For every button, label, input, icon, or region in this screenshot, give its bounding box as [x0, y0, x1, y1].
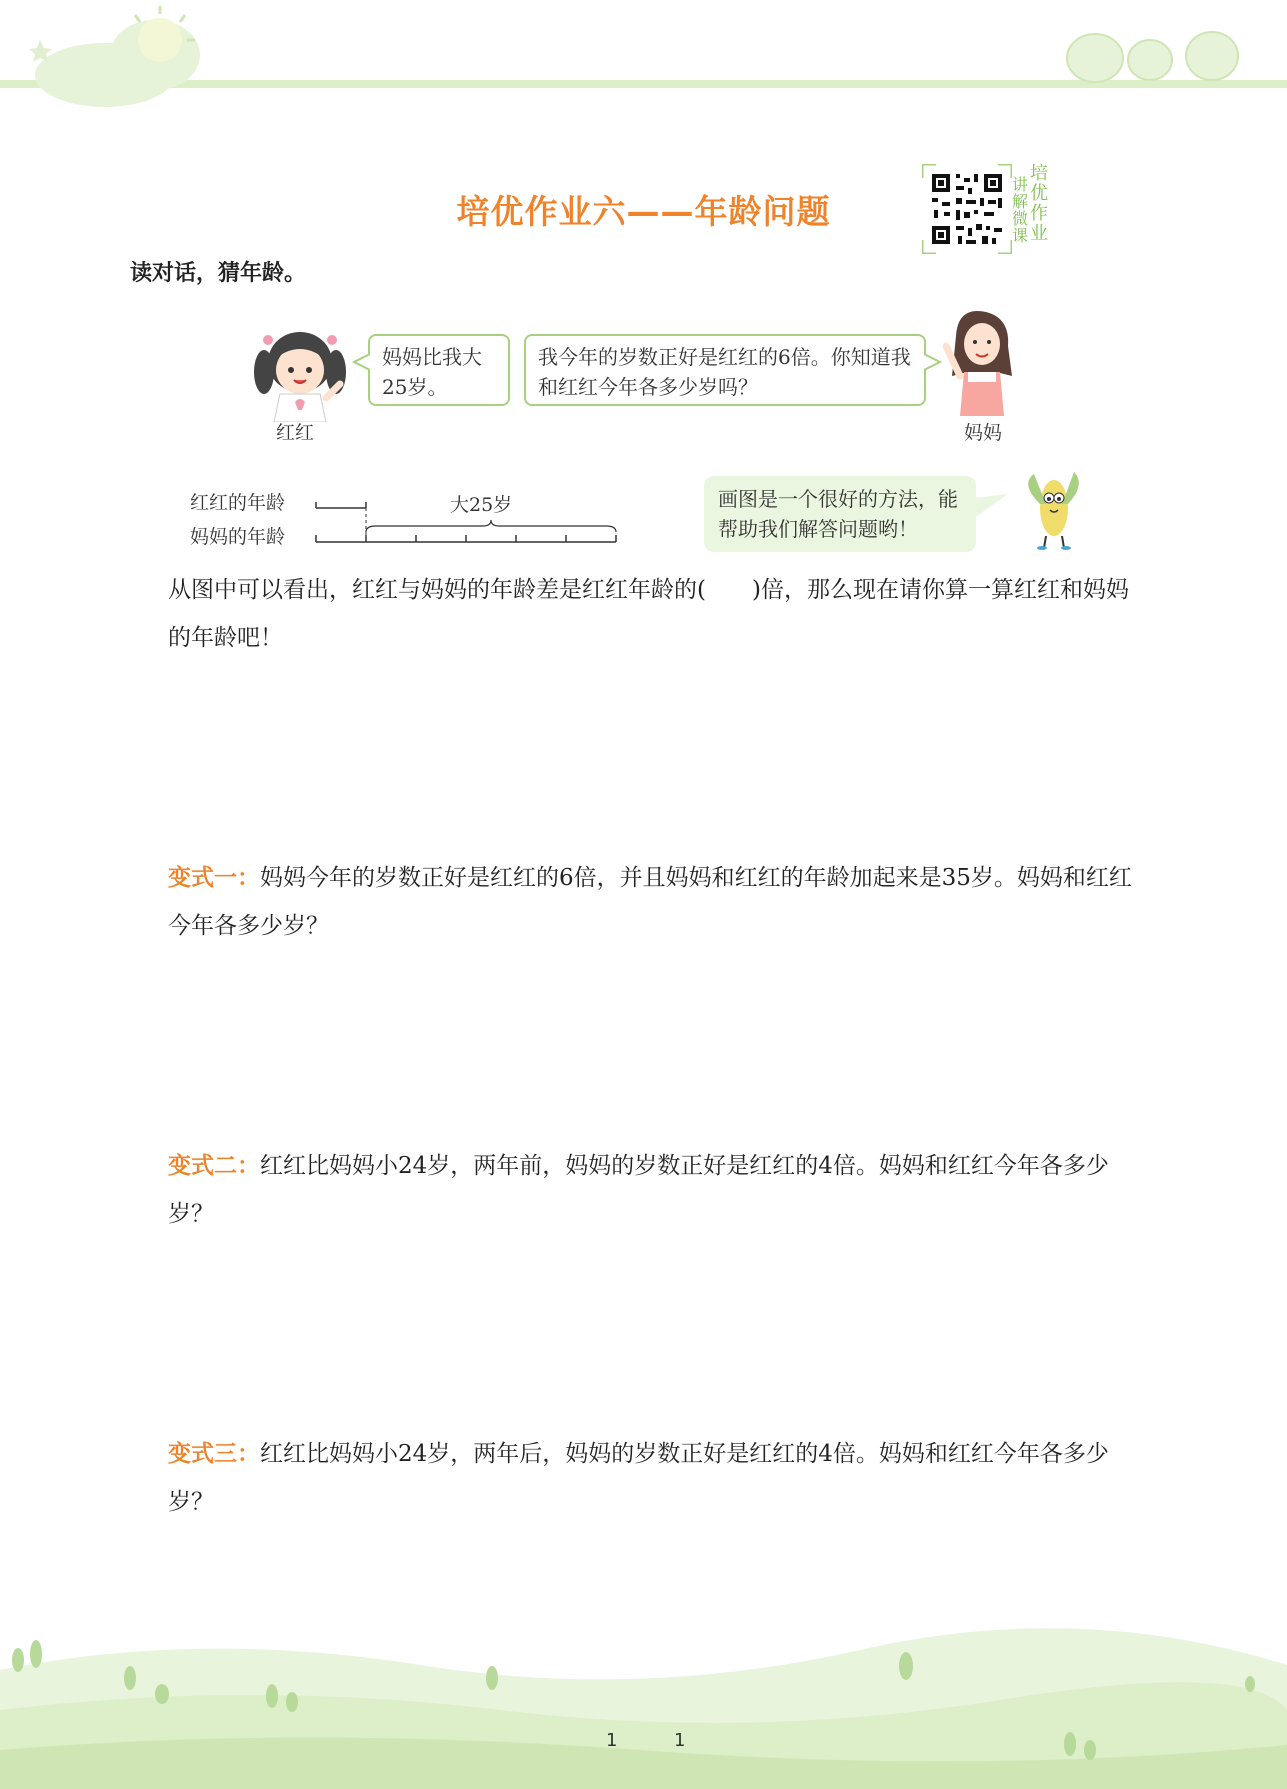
mom-speech-bubble: 我今年的岁数正好是红红的6倍。你知道我和红红今年各多少岁吗？	[524, 334, 926, 406]
variant-3-text: 红红比妈妈小24岁，两年后，妈妈的岁数正好是红红的4倍。妈妈和红红今年各多少岁？	[168, 1441, 1109, 1515]
variant-1	[168, 854, 1143, 950]
page-number-left: 1	[606, 1730, 618, 1751]
diagram-brace-label: 大25岁	[450, 494, 513, 516]
footer-landscape-decoration	[0, 1610, 1287, 1789]
animal-faces-decoration	[1067, 32, 1238, 82]
instruction-text: 读对话，猜年龄。	[130, 261, 307, 286]
header-decoration	[0, 0, 1287, 120]
variant-2-tag: 变式二：	[168, 1153, 260, 1179]
variant-2	[168, 1142, 1143, 1238]
variant-3-tag: 变式三：	[168, 1441, 260, 1467]
qr-code	[922, 164, 1012, 254]
page-title: 培优作业六——年龄问题	[456, 192, 831, 231]
qr-side-label: 讲解微课	[1012, 175, 1029, 245]
variant-3	[168, 1430, 1143, 1526]
tip-bubble-tail	[974, 492, 1008, 522]
honghong-name-label: 红红	[276, 422, 315, 444]
difference-brace	[366, 520, 616, 532]
tip-bubble: 画图是一个很好的方法，能帮助我们解答问题哟！	[704, 476, 976, 552]
diagram-label-honghong: 红红的年龄	[190, 492, 286, 514]
main-question: 从图中可以看出，红红与妈妈的年龄差是红红年龄的( )倍，那么现在请你算一算红红和妈妈的年龄吧！	[168, 577, 1129, 651]
segment-diagram	[310, 490, 630, 550]
honghong-speech-bubble: 妈妈比我大25岁。	[368, 334, 510, 406]
mom-illustration	[938, 306, 1018, 416]
page-number-right: 1	[674, 1730, 686, 1751]
corn-mascot-illustration	[1020, 464, 1086, 550]
bubble1-tail	[352, 352, 370, 372]
girl-honghong-illustration	[250, 322, 350, 422]
diagram-label-mom: 妈妈的年龄	[190, 526, 286, 548]
variant-1-text: 妈妈今年的岁数正好是红红的6倍，并且妈妈和红红的年龄加起来是35岁。妈妈和红红今年各多少岁？	[168, 865, 1132, 939]
variant-1-tag: 变式一：	[168, 865, 260, 891]
qr-main-label: 培优作业	[1030, 163, 1048, 244]
mom-name-label: 妈妈	[964, 422, 1003, 444]
variant-2-text: 红红比妈妈小24岁，两年前，妈妈的岁数正好是红红的4倍。妈妈和红红今年各多少岁？	[168, 1153, 1109, 1227]
